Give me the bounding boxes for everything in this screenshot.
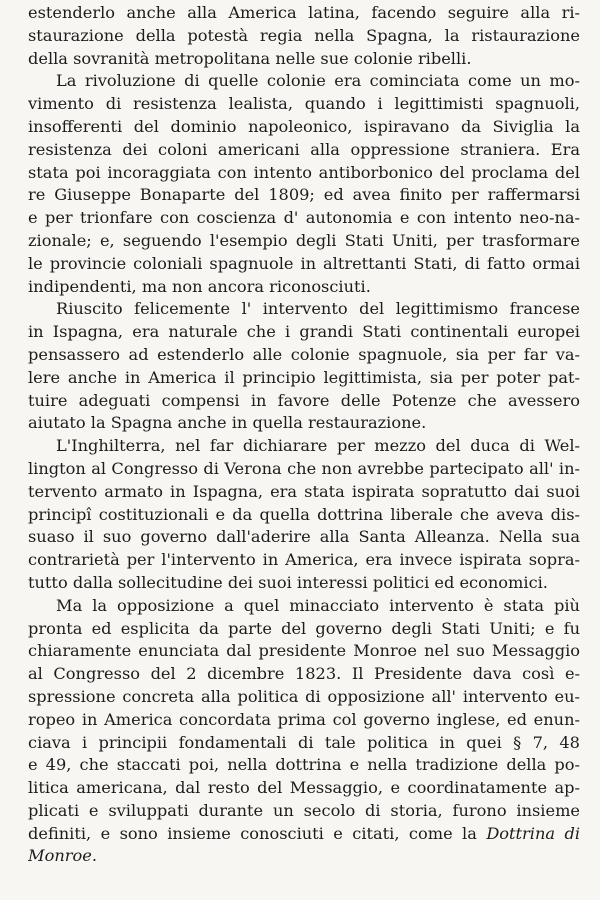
text-line: Ma la opposizione a quel minacciato intervento è stata più bbox=[56, 595, 580, 615]
text-line: contrarietà per l'intervento in America, era invece ispirata sopra- bbox=[28, 550, 580, 570]
text-line: ropeo in America concordata prima col governo inglese, ed enun- bbox=[28, 709, 580, 729]
text-run: . bbox=[91, 846, 97, 866]
text-line: lere anche in America il principio legittimista, sia per poter pat- bbox=[28, 367, 580, 387]
text-line: zionale; e, seguendo l'esempio degli Stati Uniti, per trasformare bbox=[28, 230, 580, 250]
text-line: tervento armato in Ispagna, era stata ispirata sopratutto dai suoi bbox=[28, 481, 580, 501]
text-line: suaso il suo governo dall'aderire alla Santa Alleanza. Nella sua bbox=[28, 527, 580, 547]
text-line: in Ispagna, era naturale che i grandi Stati continentali europei bbox=[28, 322, 580, 342]
text-line: pensassero ad estenderlo alle colonie spagnuole, sia per far va- bbox=[28, 344, 580, 364]
text-line: e per trionfare con coscienza d' autonomia e con intento neo-na- bbox=[28, 208, 580, 228]
paragraph-2 bbox=[28, 70, 580, 298]
text-line: principî costituzionali e da quella dottrina liberale che aveva dis- bbox=[28, 504, 580, 524]
text-line: estenderlo anche alla America latina, facendo seguire alla ri- bbox=[28, 3, 580, 22]
text-run: definiti, e sono insieme conosciuti e citati, come la bbox=[28, 823, 477, 843]
text-line: re Giuseppe Bonaparte del 1809; ed avea finito per raffermarsi bbox=[28, 185, 580, 205]
text-line: L'Inghilterra, nel far dichiarare per mezzo del duca di Wel- bbox=[56, 436, 580, 456]
text-line: tutto dalla sollecitudine dei suoi interessi politici ed economici. bbox=[28, 572, 548, 592]
italic-term: Monroe bbox=[28, 846, 92, 866]
text-line: pronta ed esplicita da parte del governo degli Stati Uniti; e fu bbox=[28, 618, 580, 638]
italic-term: Dottrina di bbox=[486, 823, 580, 843]
text-line: Riuscito felicemente l' intervento del legittimismo francese bbox=[56, 299, 580, 319]
text-line: lington al Congresso di Verona che non avrebbe partecipato all' in- bbox=[28, 458, 580, 478]
text-line: vimento di resistenza lealista, quando i legittimisti spagnuoli, bbox=[28, 94, 580, 114]
paragraph-3 bbox=[28, 298, 580, 435]
text-line: stata poi incoraggiata con intento antiborbonico del proclama del bbox=[28, 162, 580, 182]
text-line: della sovranità metropolitana nelle sue colonie ribelli. bbox=[28, 48, 472, 68]
paragraph-1 bbox=[28, 2, 580, 70]
text-line: e 49, che staccati poi, nella dottrina e nella tradizione della po- bbox=[28, 755, 580, 775]
paragraph-5 bbox=[28, 595, 580, 869]
paragraph-4 bbox=[28, 435, 580, 595]
text-line-with-italic bbox=[28, 823, 580, 846]
text-line: spressione concreta alla politica di opposizione all' intervento eu- bbox=[28, 686, 580, 706]
text-line: insofferenti del dominio napoleonico, ispiravano da Siviglia la bbox=[28, 116, 580, 136]
text-line: plicati e sviluppati durante un secolo di storia, furono insieme bbox=[28, 800, 580, 820]
text-line: indipendenti, ma non ancora riconosciuti. bbox=[28, 276, 371, 296]
text-line: resistenza dei coloni americani alla oppressione straniera. Era bbox=[28, 139, 580, 159]
text-line: tuire adeguati compensi in favore delle Potenze che avessero bbox=[28, 390, 580, 410]
text-line: chiaramente enunciata dal presidente Monroe nel suo Messaggio bbox=[28, 641, 580, 661]
text-line: le provincie coloniali spagnuole in altrettanti Stati, di fatto ormai bbox=[28, 253, 580, 273]
text-line: staurazione della potestà regia nella Spagna, la ristaurazione bbox=[28, 25, 580, 45]
text-line: al Congresso del 2 dicembre 1823. Il Presidente dava così e- bbox=[28, 664, 580, 684]
text-line: La rivoluzione di quelle colonie era cominciata come un mo- bbox=[56, 71, 580, 91]
text-line: litica americana, dal resto del Messaggio, e coordinatamente ap- bbox=[28, 778, 580, 798]
text-line: aiutato la Spagna anche in quella restaurazione. bbox=[28, 413, 427, 433]
text-line: ciava i principii fondamentali di tale politica in quei § 7, 48 bbox=[28, 732, 580, 752]
text-line-final bbox=[28, 845, 580, 868]
